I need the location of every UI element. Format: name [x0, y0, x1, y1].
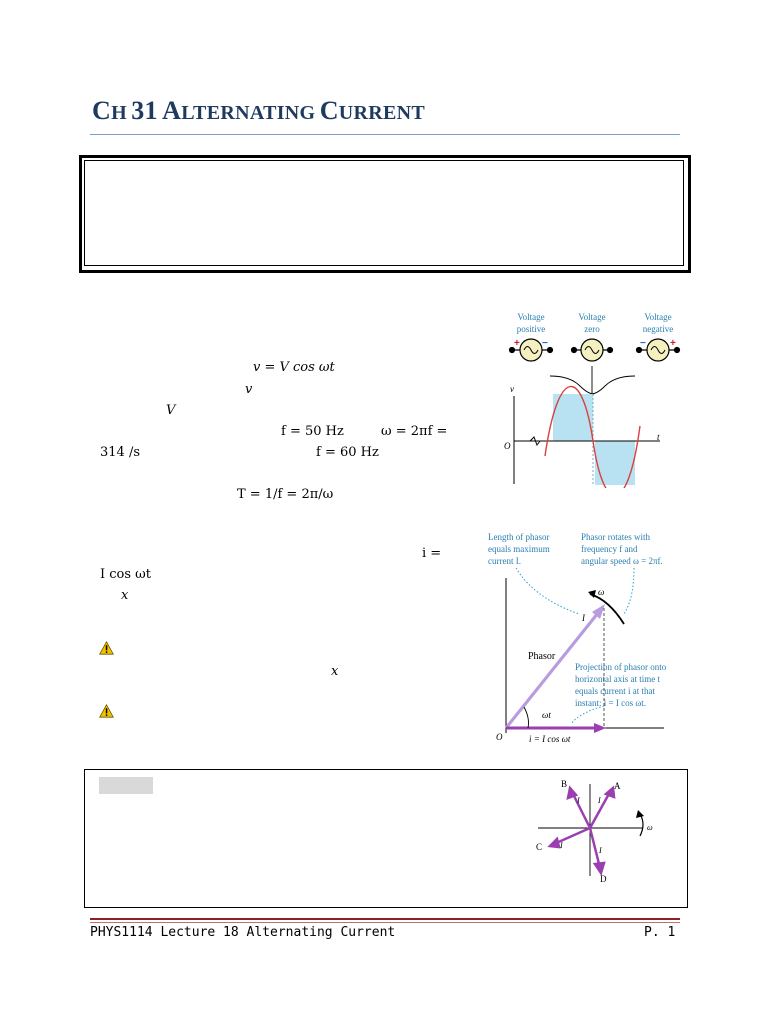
- minus-sign: −: [542, 338, 548, 349]
- sym-x: x: [121, 588, 129, 603]
- phasor-I-label: I: [598, 796, 601, 805]
- note-projection: Projection of phasor onto: [575, 662, 667, 672]
- eq-f60: f = 60 Hz: [316, 445, 379, 460]
- label-C: C: [536, 842, 543, 852]
- phasor-options-figure: [530, 776, 660, 886]
- origin-label: O: [504, 441, 511, 451]
- axis-label-t: t: [657, 432, 660, 442]
- warning-icon: [99, 704, 114, 718]
- phasor-label: Phasor: [528, 651, 556, 662]
- label-voltage-zero: zero: [584, 324, 600, 334]
- title-char: C: [319, 96, 339, 125]
- label-voltage-positive: positive: [516, 324, 546, 334]
- note-rotation: Phasor rotates with: [581, 532, 650, 542]
- title-word: LTERNATING: [181, 102, 316, 124]
- footer-course: PHYS1114 Lecture 18 Alternating Current: [90, 925, 396, 940]
- page-title: [92, 96, 425, 126]
- note-length: Length of phasor: [488, 532, 550, 542]
- label-A: A: [614, 781, 621, 791]
- phasor-I-label: I: [577, 796, 580, 805]
- phasor-B: [572, 792, 590, 828]
- footer-page-number: P. 1: [644, 925, 676, 940]
- eq-omega: ω = 2πf =: [381, 424, 448, 439]
- label-voltage-zero: Voltage: [578, 312, 606, 322]
- title-word: URRENT: [338, 102, 426, 124]
- val-314: 314 /s: [100, 445, 140, 460]
- label-voltage-positive: Voltage: [517, 312, 545, 322]
- footer-divider: [90, 918, 680, 920]
- footer-divider: [90, 922, 680, 923]
- eq-icos: I cos ωt: [100, 567, 152, 582]
- note-length: current I.: [488, 556, 521, 566]
- title-char: C: [92, 96, 112, 125]
- label-voltage-negative: Voltage: [644, 312, 672, 322]
- origin-label: O: [496, 732, 503, 742]
- omega-label: ω: [647, 823, 653, 832]
- minus-sign: −: [640, 338, 646, 349]
- eq-period: T = 1/f = 2π/ω: [237, 487, 334, 502]
- sym-V: V: [166, 403, 176, 418]
- note-projection: instant: i = I cos ωt.: [575, 698, 646, 708]
- phasor-figure: [484, 528, 690, 748]
- ac-voltage-figure: [500, 306, 688, 488]
- title-divider: [90, 134, 680, 135]
- sym-v: v: [245, 382, 253, 397]
- phasor-I-label: I: [599, 846, 602, 855]
- title-char: H: [111, 102, 127, 124]
- note-projection: horizontal axis at time t: [575, 674, 660, 684]
- note-rotation: angular speed ω = 2πf.: [581, 556, 663, 566]
- phasor-I-label: I: [560, 841, 563, 850]
- omega-label: ω: [598, 587, 605, 597]
- note-projection: equals current i at that: [575, 686, 655, 696]
- eq-voltage: v = V cos ωt: [253, 360, 335, 375]
- sym-x: x: [331, 664, 339, 679]
- title-char: A: [162, 96, 182, 125]
- label-D: D: [600, 874, 607, 884]
- warning-icon: [99, 641, 114, 655]
- icos-label: i = I cos ωt: [529, 734, 571, 744]
- wt-label: ωt: [542, 710, 551, 720]
- plus-sign: +: [514, 338, 520, 349]
- eq-i: i =: [422, 546, 442, 561]
- outline-box-inner: [84, 160, 684, 266]
- eq-f50: f = 50 Hz: [281, 424, 344, 439]
- label-voltage-negative: negative: [642, 324, 674, 334]
- note-length: equals maximum: [488, 544, 550, 554]
- plus-sign: +: [670, 338, 676, 349]
- title-number: 31: [131, 96, 158, 125]
- axis-label-v: v: [510, 384, 514, 394]
- note-rotation: frequency f and: [581, 544, 638, 554]
- label-B: B: [561, 779, 568, 789]
- question-tag: [99, 777, 153, 794]
- phasor-I-label: I: [582, 613, 585, 623]
